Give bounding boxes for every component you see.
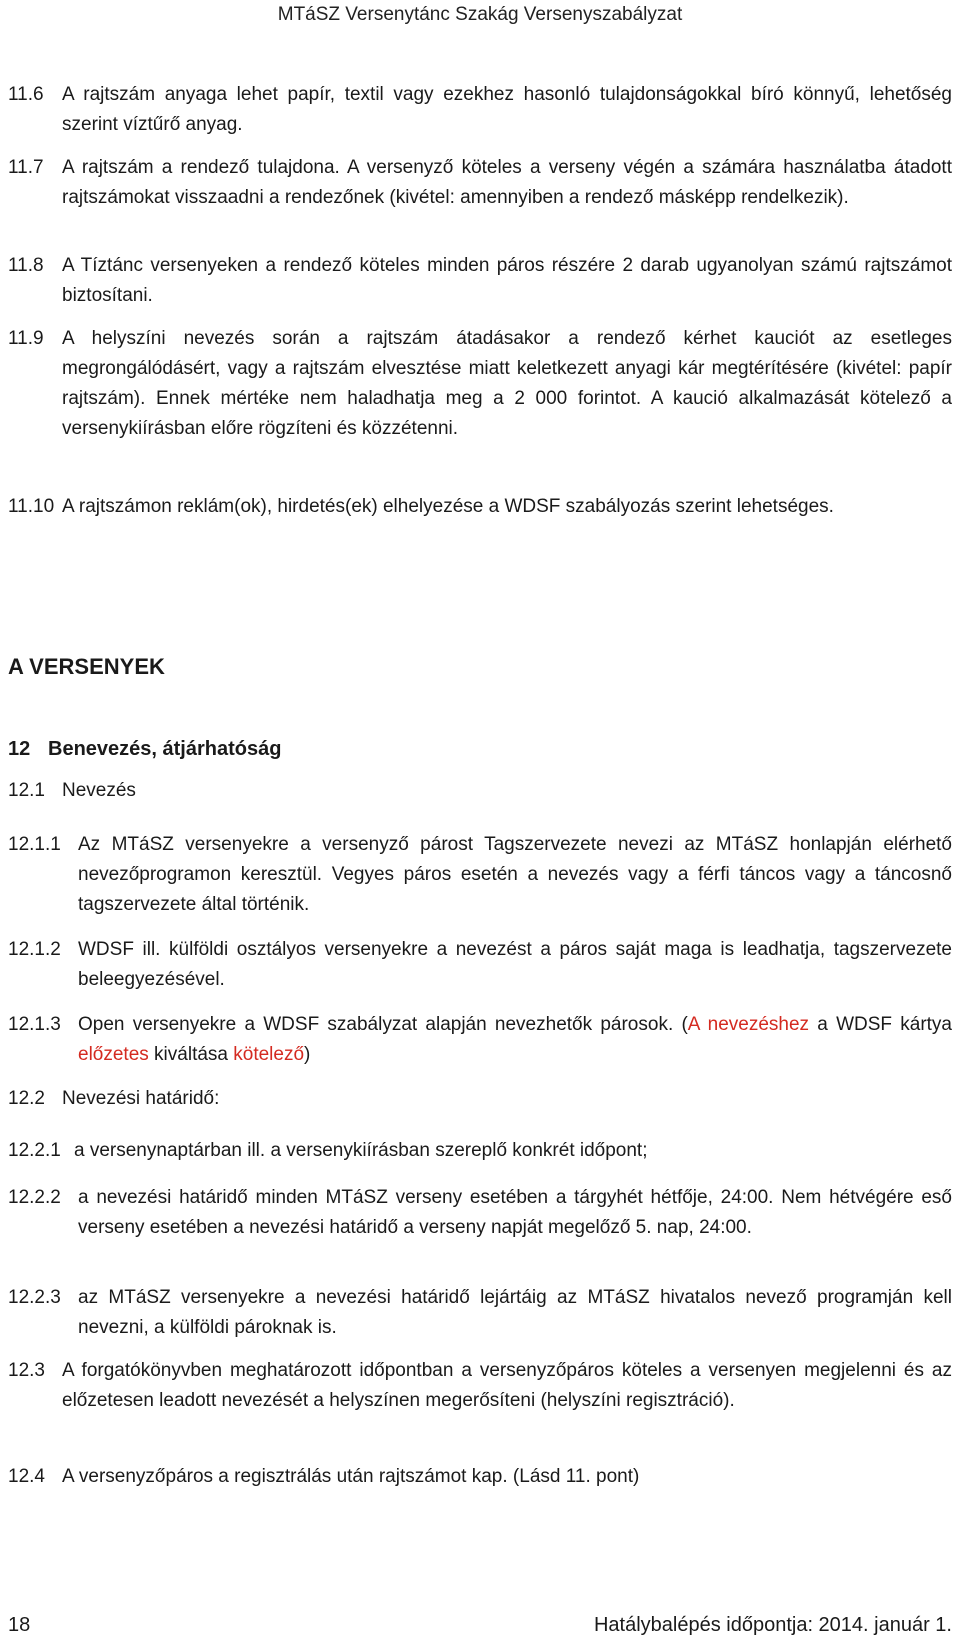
paragraph-number: 11.6 <box>8 84 44 105</box>
text-segment: Open versenyekre a WDSF szabályzat alapján nevezhetők párosok. ( <box>78 1014 688 1035</box>
paragraph-12-2-1 <box>8 1136 952 1166</box>
section-title: A VERSENYEK <box>8 654 165 679</box>
paragraph-11-9 <box>8 324 952 444</box>
paragraph-11-6 <box>8 80 952 140</box>
paragraph-number: 12.2.3 <box>8 1287 61 1308</box>
subheading-title: Nevezés <box>62 780 136 801</box>
paragraph-number: 12.1.3 <box>8 1014 61 1035</box>
paragraph-number: 11.9 <box>8 328 44 349</box>
paragraph-11-8 <box>8 251 952 311</box>
paragraph-number: 12.2.2 <box>8 1187 61 1208</box>
highlighted-text: kötelező <box>233 1044 305 1065</box>
paragraph-text: A Tíztánc versenyeken a rendező köteles minden páros részére 2 darab ugyanolyan számú rajtszámot biztosítani. <box>62 255 952 306</box>
paragraph-11-10 <box>8 492 952 522</box>
paragraph-text: WDSF ill. külföldi osztályos versenyekre a nevezést a páros saját maga is leadhatja, tagszervezete beleegyezésével. <box>78 939 952 990</box>
paragraph-text: a nevezési határidő minden MTáSZ verseny esetében a tárgyhét hétfője, 24:00. Nem hétvégére eső verseny esetében a nevezési határidő a verseny napját megelőző 5. nap, 24:00. <box>78 1187 952 1238</box>
effective-date: Hatálybalépés időpontja: 2014. január 1. <box>593 1614 952 1636</box>
paragraph-text: A rajtszámon reklám(ok), hirdetés(ek) elhelyezése a WDSF szabályozás szerint lehetséges. <box>62 496 834 517</box>
paragraph-text: Az MTáSZ versenyekre a versenyző párost Tagszervezete nevezi az MTáSZ honlapján elérhető nevezőprogramon keresztül. Vegyes páros esetén a nevezés vagy a férfi táncos vagy a táncosnő tagszervezete által történik. <box>78 834 952 915</box>
subheading-12-2 <box>8 1084 952 1114</box>
paragraph-text: A rajtszám anyaga lehet papír, textil vagy ezekhez hasonló tulajdonságokkal bíró könnyű, lehetőség szerint víztűrő anyag. <box>62 84 952 135</box>
paragraph-number: 11.10 <box>8 496 55 517</box>
paragraph-11-7 <box>8 153 952 213</box>
paragraph-text: A rajtszám a rendező tulajdona. A versenyző köteles a verseny végén a számára használatba átadott rajtszámokat visszaadni a rendezőnek (kivétel: amennyiben a rendező másképp rendelkezik). <box>62 157 952 208</box>
text-segment: a WDSF kártya <box>809 1014 952 1035</box>
paragraph-text <box>8 1010 952 1070</box>
paragraph-12-2-2 <box>8 1183 952 1243</box>
paragraph-12-1-1 <box>8 830 952 920</box>
paragraph-number: 12.3 <box>8 1360 45 1381</box>
paragraph-text: A forgatókönyvben meghatározott időpontban a versenyzőpáros köteles a versenyen megjelenni és az előzetesen leadott nevezését a helyszínen megerősíteni (helyszíni regisztráció). <box>62 1360 952 1411</box>
subheading-12-1 <box>8 776 952 806</box>
subheading-title: Nevezési határidő: <box>62 1088 220 1109</box>
paragraph-number: 12.1.1 <box>8 834 61 855</box>
chapter-heading <box>8 738 281 761</box>
paragraph-number: 12.4 <box>8 1466 45 1487</box>
highlighted-text: előzetes <box>78 1044 149 1065</box>
page-number: 18 <box>8 1614 31 1636</box>
highlighted-text: A nevezéshez <box>687 1014 810 1035</box>
paragraph-text: A versenyzőpáros a regisztrálás után rajtszámot kap. (Lásd 11. pont) <box>62 1466 640 1487</box>
paragraph-12-4 <box>8 1462 952 1492</box>
paragraph-text: az MTáSZ versenyekre a nevezési határidő lejártáig az MTáSZ hivatalos nevező programján kell nevezni, a külföldi pároknak is. <box>78 1287 952 1338</box>
paragraph-number: 12.1.2 <box>8 939 61 960</box>
paragraph-12-3 <box>8 1356 952 1416</box>
document-header: MTáSZ Versenytánc Szakág Versenyszabályzat <box>277 4 683 25</box>
paragraph-number: 11.8 <box>8 255 44 276</box>
paragraph-number: 12.2.1 <box>8 1140 61 1161</box>
paragraph-text: a versenynaptárban ill. a versenykiírásban szereplő konkrét időpont; <box>74 1140 648 1161</box>
paragraph-12-1-3 <box>8 1010 952 1070</box>
paragraph-12-2-3 <box>8 1283 952 1343</box>
paragraph-number: 11.7 <box>8 157 44 178</box>
subheading-number: 12.2 <box>8 1088 45 1109</box>
chapter-number: 12 <box>8 738 31 760</box>
text-segment: ) <box>304 1044 311 1065</box>
text-segment: kiváltása <box>148 1044 234 1065</box>
subheading-number: 12.1 <box>8 780 45 801</box>
paragraph-12-1-2 <box>8 935 952 995</box>
paragraph-text: A helyszíni nevezés során a rajtszám átadásakor a rendező kérhet kauciót az esetleges megrongálódásért, vagy a rajtszám elvesztése miatt keletkezett anyagi kár megtérítésére (kivétel: papír rajtszám). Ennek mértéke nem haladhatja meg a 2 000 forintot. A kaució alkalmazását kötelező a versenykiírásban előre rögzíteni és közzétenni. <box>62 328 952 439</box>
chapter-title: Benevezés, átjárhatóság <box>48 738 282 760</box>
